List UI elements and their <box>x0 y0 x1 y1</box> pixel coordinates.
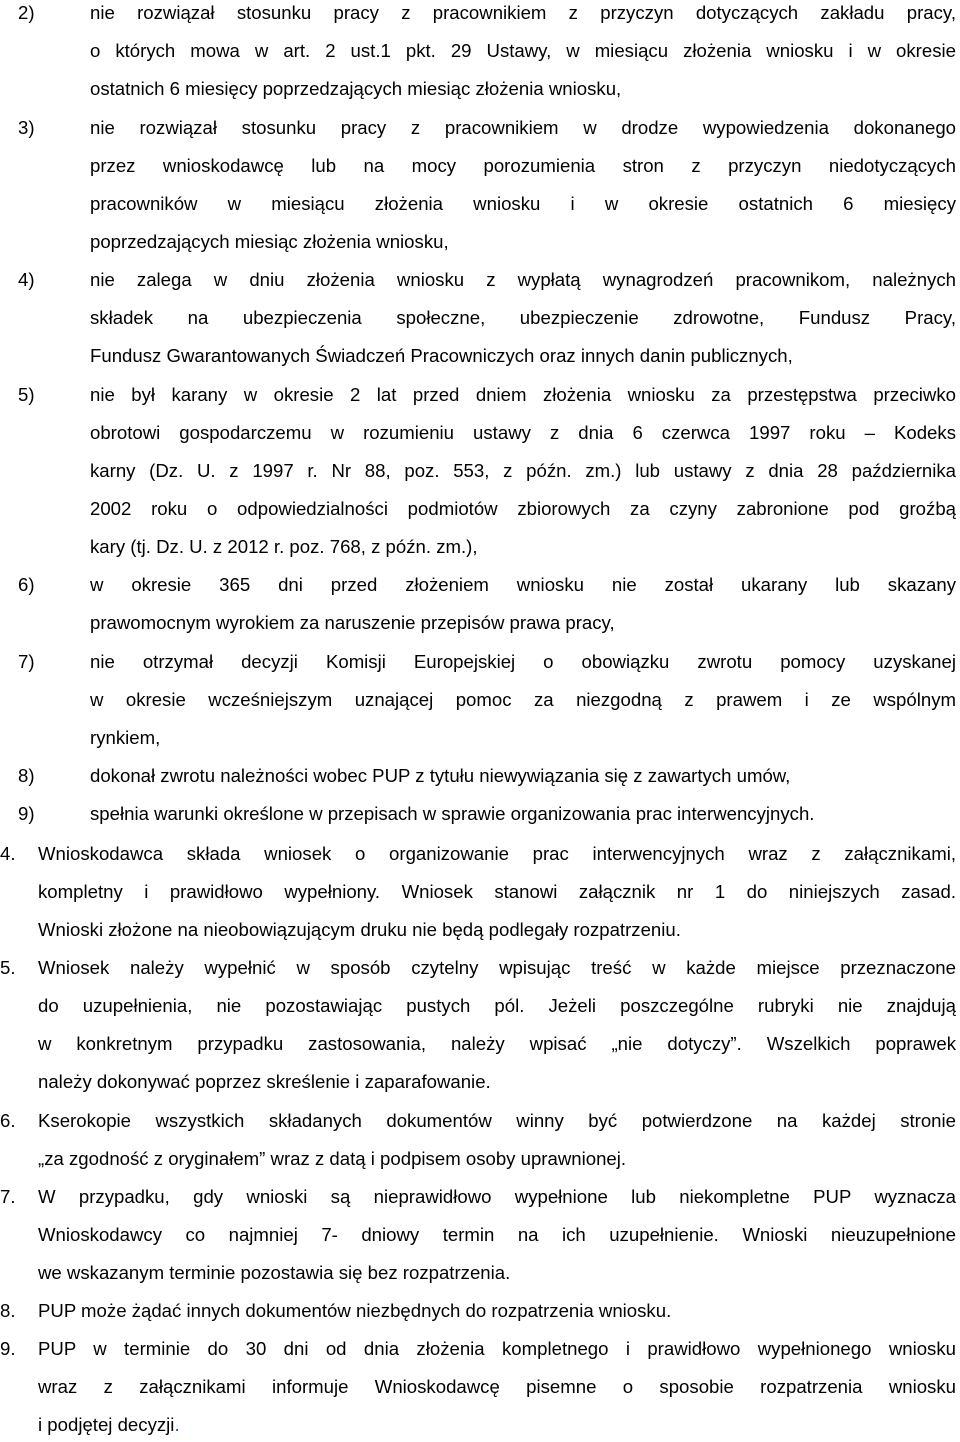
item-number: 4. <box>0 843 16 864</box>
item-number: 5) <box>18 384 35 405</box>
item-text-line: należy dokonywać poprzez skreślenie i zaparafowanie. <box>38 1071 491 1092</box>
item-text-line: obrotowi gospodarczemu w rozumieniu ustawy z dnia 6 czerwca 1997 roku – Kodeks <box>90 422 956 443</box>
item-text-line: karny (Dz. U. z 1997 r. Nr 88, poz. 553, z późn. zm.) lub ustawy z dnia 28 października <box>90 460 956 481</box>
item-text-line: „za zgodność z oryginałem” wraz z datą i podpisem osoby uprawnionej. <box>38 1148 627 1169</box>
item-text-line: prawomocnym wyrokiem za naruszenie przepisów prawa pracy, <box>90 612 615 633</box>
item-text-line: kompletny i prawidłowo wypełniony. Wniosek stanowi załącznik nr 1 do niniejszych zasad. <box>38 881 956 902</box>
item-text-line: nie był karany w okresie 2 lat przed dniem złożenia wniosku za przestępstwa przeciwko <box>90 384 956 405</box>
item-text-line: Fundusz Gwarantowanych Świadczeń Pracowniczych oraz innych danin publicznych, <box>90 345 793 366</box>
item-text-line: do uzupełnienia, nie pozostawiając pustych pól. Jeżeli poszczególne rubryki nie znajdują <box>38 995 956 1016</box>
item-number: 7) <box>18 651 35 672</box>
item-text-line: o których mowa w art. 2 ust.1 pkt. 29 Ustawy, w miesiącu złożenia wniosku i w okresie <box>90 40 956 61</box>
item-number: 4) <box>18 269 35 290</box>
item-text-line: rynkiem, <box>90 727 161 748</box>
item-text-line: dokonał zwrotu należności wobec PUP z tytułu niewywiązania się z zawartych umów, <box>90 765 791 786</box>
item-text-line: przez wnioskodawcę lub na mocy porozumienia stron z przyczyn niedotyczących <box>90 155 956 176</box>
item-text-line: Wnioskodawcy co najmniej 7- dniowy termin na ich uzupełnienie. Wnioski nieuzupełnione <box>38 1224 956 1245</box>
item-number: 8. <box>0 1300 16 1321</box>
item-text-line: W przypadku, gdy wnioski są nieprawidłowo wypełnione lub niekompletne PUP wyznacza <box>38 1186 956 1207</box>
item-text-line: 2002 roku o odpowiedzialności podmiotów zbiorowych za czyny zabronione pod groźbą <box>90 498 956 519</box>
item-text-line: pracowników w miesiącu złożenia wniosku i w okresie ostatnich 6 miesięcy <box>90 193 956 214</box>
item-text-line: i podjętej decyzji <box>38 1414 175 1435</box>
item-text-line: nie rozwiązał stosunku pracy z pracownikiem z przyczyn dotyczących zakładu pracy, <box>90 2 956 23</box>
item-text-line: kary (tj. Dz. U. z 2012 r. poz. 768, z późn. zm.), <box>90 536 478 557</box>
item-text-line: PUP może żądać innych dokumentów niezbędnych do rozpatrzenia wniosku. <box>38 1300 672 1321</box>
item-text-line: w okresie wcześniejszym uznającej pomoc za niezgodną z prawem i ze wspólnym <box>90 689 956 710</box>
item-number: 9. <box>0 1338 16 1359</box>
item-text-line: Kserokopie wszystkich składanych dokumentów winny być potwierdzone na każdej stronie <box>38 1110 956 1131</box>
item-text-line: Wnioski złożone na nieobowiązującym druku nie będą podlegały rozpatrzeniu. <box>38 919 681 940</box>
item-text-line: nie otrzymał decyzji Komisji Europejskiej o obowiązku zwrotu pomocy uzyskanej <box>90 651 956 672</box>
item-number: 5. <box>0 957 16 978</box>
item-number: 8) <box>18 765 35 786</box>
item-text-last-line <box>38 1414 956 1436</box>
item-number: 6. <box>0 1110 16 1131</box>
item-text-line: składek na ubezpieczenia społeczne, ubezpieczenie zdrowotne, Fundusz Pracy, <box>90 307 956 328</box>
item-text-line: nie rozwiązał stosunku pracy z pracownikiem w drodze wypowiedzenia dokonanego <box>90 117 956 138</box>
item-text-line: wraz z załącznikami informuje Wnioskodawcę pisemne o sposobie rozpatrzenia wniosku <box>38 1376 956 1397</box>
item-text-line: Wnioskodawca składa wniosek o organizowanie prac interwencyjnych wraz z załącznikami, <box>38 843 956 864</box>
item-number: 6) <box>18 574 35 595</box>
item-number: 7. <box>0 1186 16 1207</box>
trailing-period: . <box>174 1414 180 1435</box>
item-number: 2) <box>18 2 35 23</box>
item-text-line: poprzedzających miesiąc złożenia wniosku, <box>90 231 449 252</box>
item-number: 9) <box>18 803 35 824</box>
item-text-line: ostatnich 6 miesięcy poprzedzających miesiąc złożenia wniosku, <box>90 78 622 99</box>
item-text-line: w okresie 365 dni przed złożeniem wniosku nie został ukarany lub skazany <box>90 574 956 595</box>
item-text-line: spełnia warunki określone w przepisach w sprawie organizowania prac interwencyjnych. <box>90 803 815 824</box>
item-text-line: PUP w terminie do 30 dni od dnia złożenia kompletnego i prawidłowo wypełnionego wniosku <box>38 1338 956 1359</box>
item-text-line: we wskazanym terminie pozostawia się bez rozpatrzenia. <box>38 1262 511 1283</box>
item-text-line: w konkretnym przypadku zastosowania, należy wpisać „nie dotyczy”. Wszelkich poprawek <box>38 1033 956 1054</box>
item-text-line: Wniosek należy wypełnić w sposób czytelny wpisując treść w każde miejsce przeznaczone <box>38 957 956 978</box>
item-text-line: nie zalega w dniu złożenia wniosku z wypłatą wynagrodzeń pracownikom, należnych <box>90 269 956 290</box>
item-number: 3) <box>18 117 35 138</box>
